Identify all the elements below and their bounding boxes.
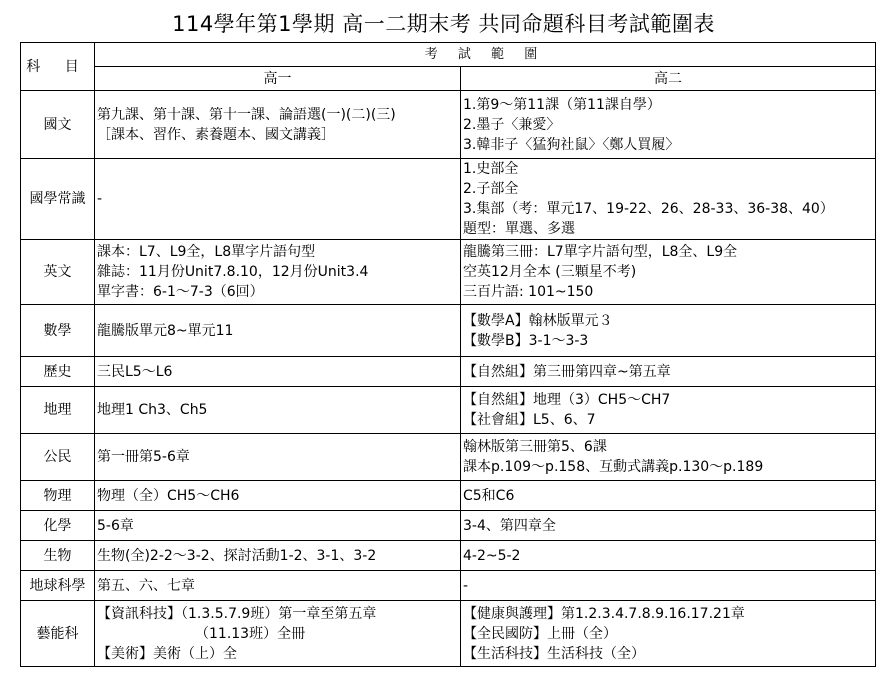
- range-line: 1.第9～第11課（第11課自學）: [463, 96, 661, 113]
- range-line: 【資訊科技】（1.3.5.7.9班）第一章至第五章: [97, 605, 377, 622]
- subject-cell: 國學常識: [21, 159, 95, 240]
- grade1-range-cell: [95, 511, 461, 541]
- range-line: 三百片語: 101~150: [463, 284, 594, 300]
- grade1-range-cell: [95, 91, 461, 159]
- grade1-range-cell: [95, 240, 461, 305]
- range-line: 【美術】美術（上）全: [97, 645, 237, 662]
- grade1-range-cell: [95, 601, 461, 667]
- grade1-header: 高一: [95, 67, 461, 91]
- range-line: 第九課、第十課、第十一課、論語選(一)(二)(三): [97, 106, 396, 123]
- subject-cell: 數學: [21, 305, 95, 357]
- range-line: 【自然組】第三冊第四章~第五章: [463, 363, 671, 380]
- grade2-range-cell: [461, 357, 876, 387]
- table-row: [21, 434, 876, 481]
- table-body: [21, 91, 876, 667]
- grade1-range-cell: [95, 357, 461, 387]
- range-line: 3.集部（考：單元17、19-22、26、28-33、36-38、40）: [463, 201, 834, 217]
- subject-cell: 物理: [21, 481, 95, 511]
- range-line: 雜誌：11月份Unit7.8.10，12月份Unit3.4: [97, 264, 369, 280]
- range-line: 第一冊第5-6章: [97, 449, 190, 465]
- grade2-range-cell: [461, 159, 876, 240]
- range-line: 3-4、第四章全: [463, 517, 556, 534]
- range-line: 2.墨子〈兼愛〉: [463, 116, 561, 133]
- range-line: 【數學B】3-1～3-3: [463, 332, 589, 349]
- grade2-header: 高二: [461, 67, 876, 91]
- subject-cell: 地理: [21, 387, 95, 434]
- grade1-range-cell: [95, 541, 461, 571]
- range-header: 考 試 範 圍: [95, 43, 876, 67]
- exam-range-table: [20, 42, 876, 667]
- range-line: C5和C6: [463, 487, 515, 504]
- grade2-range-cell: [461, 434, 876, 481]
- table-row: [21, 601, 876, 667]
- range-line: 課本p.109～p.158、互動式講義p.130～p.189: [463, 459, 764, 475]
- range-line: 題型：單選、多選: [463, 221, 575, 237]
- table-row: [21, 357, 876, 387]
- grade2-range-cell: [461, 511, 876, 541]
- grade2-range-cell: [461, 305, 876, 357]
- grade2-range-cell: [461, 571, 876, 601]
- range-line: 1.史部全: [463, 161, 519, 177]
- grade1-range-cell: [95, 571, 461, 601]
- range-line: 【生活科技】生活科技（全）: [463, 645, 645, 662]
- range-line: 課本：L7、L9全，L8單字片語句型: [97, 244, 316, 260]
- range-line: 翰林版第三冊第5、6課: [463, 439, 607, 455]
- range-line: 龍騰版單元8~單元11: [97, 322, 234, 339]
- range-line: 三民L5～L6: [97, 363, 173, 380]
- subject-cell: 生物: [21, 541, 95, 571]
- range-line: 4-2~5-2: [463, 547, 521, 564]
- table-row: [21, 159, 876, 240]
- grade1-range-cell: [95, 387, 461, 434]
- range-line: -: [463, 577, 469, 594]
- range-line: （11.13班）全冊: [195, 625, 306, 642]
- range-line: 【健康與護理】第1.2.3.4.7.8.9.16.17.21章: [463, 605, 745, 622]
- table-row: [21, 571, 876, 601]
- table-row: [21, 91, 876, 159]
- range-line: 物理（全）CH5～CH6: [97, 487, 240, 504]
- grade1-range-cell: [95, 481, 461, 511]
- grade2-range-cell: [461, 387, 876, 434]
- range-line: 【自然組】地理（3）CH5～CH7: [463, 392, 671, 408]
- range-line: 空英12月全本 (三顆星不考): [463, 264, 637, 280]
- subject-cell: 公民: [21, 434, 95, 481]
- grade2-range-cell: [461, 91, 876, 159]
- grade2-range-cell: [461, 541, 876, 571]
- subject-cell: 化學: [21, 511, 95, 541]
- page-title: 114學年第1學期 高一二期末考 共同命題科目考試範圍表: [172, 12, 715, 36]
- subject-header: 科 目: [21, 43, 95, 91]
- table-row: [21, 541, 876, 571]
- grade2-range-cell: [461, 240, 876, 305]
- grade1-range-cell: [95, 305, 461, 357]
- range-line: 單字書：6-1～7-3（6回）: [97, 284, 264, 300]
- subject-cell: 歷史: [21, 357, 95, 387]
- table-row: [21, 387, 876, 434]
- range-line: 龍騰第三冊：L7單字片語句型，L8全、L9全: [463, 244, 738, 260]
- range-line: 3.韓非子〈猛狗社鼠〉〈鄭人買履〉: [463, 136, 680, 153]
- table-row: [21, 305, 876, 357]
- range-line: ［課本、習作、素養題本、國文講義］: [97, 126, 335, 143]
- range-line: 2.子部全: [463, 181, 519, 197]
- range-line: 【全民國防】上冊（全）: [463, 625, 617, 642]
- grade2-range-cell: [461, 601, 876, 667]
- range-line: 【社會組】L5、6、7: [463, 412, 596, 428]
- range-line: 第五、六、七章: [97, 577, 195, 594]
- subject-cell: 國文: [21, 91, 95, 159]
- range-line: 【數學A】翰林版單元３: [463, 312, 613, 329]
- subject-cell: 藝能科: [21, 601, 95, 667]
- subject-cell: 地球科學: [21, 571, 95, 601]
- range-line: 5-6章: [97, 517, 134, 534]
- subject-cell: 英文: [21, 240, 95, 305]
- table-row: [21, 240, 876, 305]
- table-row: [21, 481, 876, 511]
- range-line: 地理1 Ch3、Ch5: [97, 402, 208, 418]
- range-line: -: [97, 191, 103, 207]
- grade2-range-cell: [461, 481, 876, 511]
- range-line: 生物(全)2-2～3-2、探討活動1-2、3-1、3-2: [97, 547, 377, 564]
- table-row: [21, 511, 876, 541]
- grade1-range-cell: [95, 434, 461, 481]
- grade1-range-cell: [95, 159, 461, 240]
